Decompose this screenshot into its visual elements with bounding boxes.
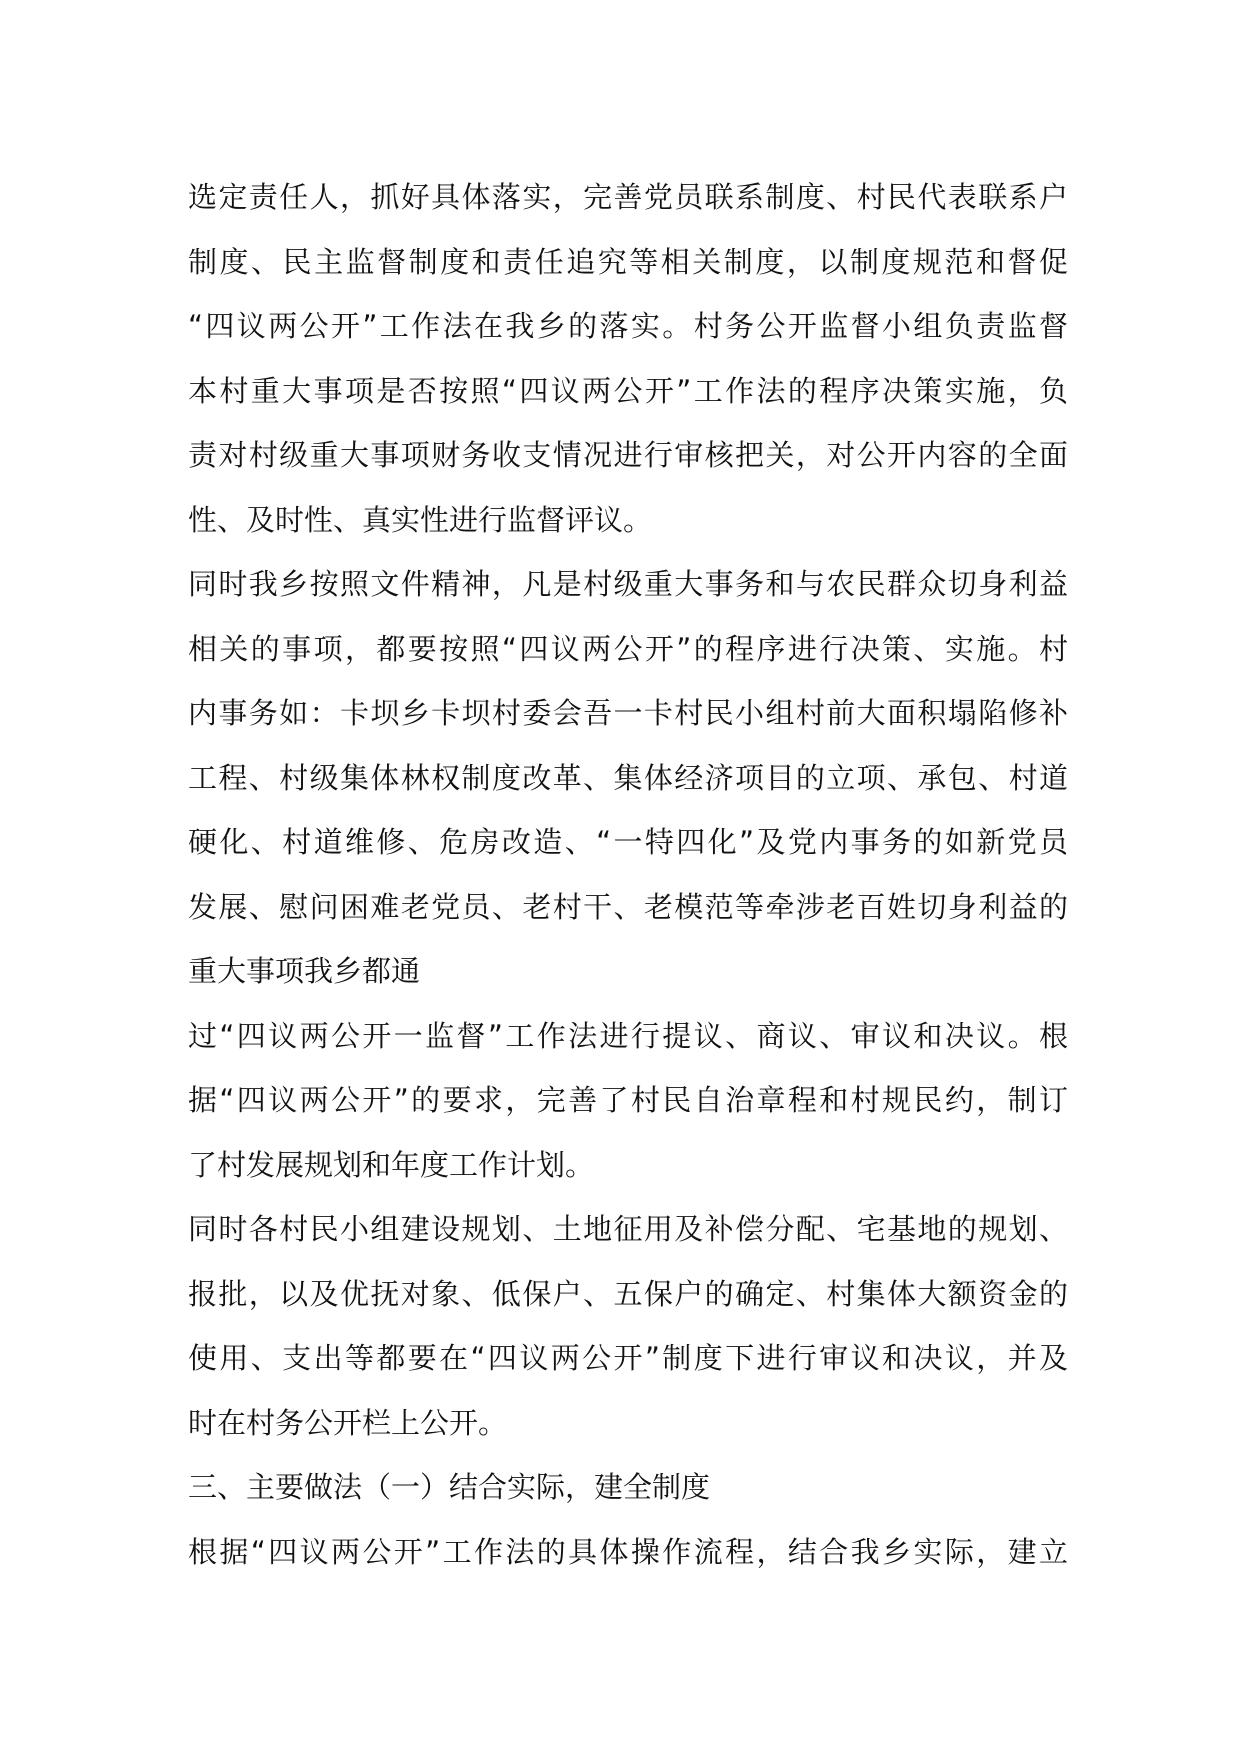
text-line: 过“四议两公开一监督”工作法进行提议、商议、审议和决议。根 (188, 1018, 1068, 1053)
text-line: 本村重大事项是否按照“四议两公开”工作法的程序决策实施，负 (188, 373, 1068, 408)
paragraph (188, 1520, 1068, 1585)
text-line: 相关的事项，都要按照“四议两公开”的程序进行决策、实施。村 (188, 631, 1068, 666)
text-line: 选定责任人，抓好具体落实，完善党员联系制度、村民代表联系户 (188, 180, 1068, 214)
text-line: 内事务如：卡坝乡卡坝村委会吾一卡村民小组村前大面积塌陷修补 (188, 696, 1068, 730)
text-line: 据“四议两公开”的要求，完善了村民自治章程和村规民约，制订 (188, 1083, 1068, 1117)
paragraph (188, 1197, 1068, 1455)
text-line: 性、及时性、真实性进行监督评议。 (188, 502, 653, 537)
text-line: 三、主要做法（一）结合实际，建全制度 (188, 1470, 711, 1504)
paragraph (188, 1004, 1068, 1198)
text-line: 了村发展规划和年度工作计划。 (188, 1147, 595, 1182)
text-line: 硬化、村道维修、危房改造、“一特四化”及党内事务的如新党员 (188, 825, 1068, 859)
text-line: 同时各村民小组建设规划、土地征用及补偿分配、宅基地的规划、 (188, 1212, 1068, 1246)
section-heading (188, 1455, 1068, 1520)
text-line: 责对村级重大事项财务收支情况进行审核把关，对公开内容的全面 (188, 438, 1068, 472)
text-line: 同时我乡按照文件精神，凡是村级重大事务和与农民群众切身利益 (188, 567, 1068, 601)
paragraph (188, 552, 1068, 1004)
text-line: 报批，以及优抚对象、低保户、五保户的确定、村集体大额资金的 (188, 1276, 1068, 1311)
text-line: 发展、慰问困难老党员、老村干、老模范等牵涉老百姓切身利益的 (188, 889, 1068, 924)
text-line: 重大事项我乡都通 (188, 954, 421, 988)
document-body (188, 165, 1068, 1584)
text-line: “四议两公开”工作法在我乡的落实。村务公开监督小组负责监督 (188, 309, 1068, 343)
paragraph (188, 165, 1068, 552)
text-line: 使用、支出等都要在“四议两公开”制度下进行审议和决议，并及 (188, 1341, 1068, 1375)
text-line: 制度、民主监督制度和责任追究等相关制度，以制度规范和督促 (188, 244, 1068, 279)
text-line: 工程、村级集体林权制度改革、集体经济项目的立项、承包、村道 (188, 760, 1068, 795)
text-line: 根据“四议两公开”工作法的具体操作流程，结合我乡实际，建立 (188, 1534, 1068, 1569)
text-line: 时在村务公开栏上公开。 (188, 1405, 508, 1440)
